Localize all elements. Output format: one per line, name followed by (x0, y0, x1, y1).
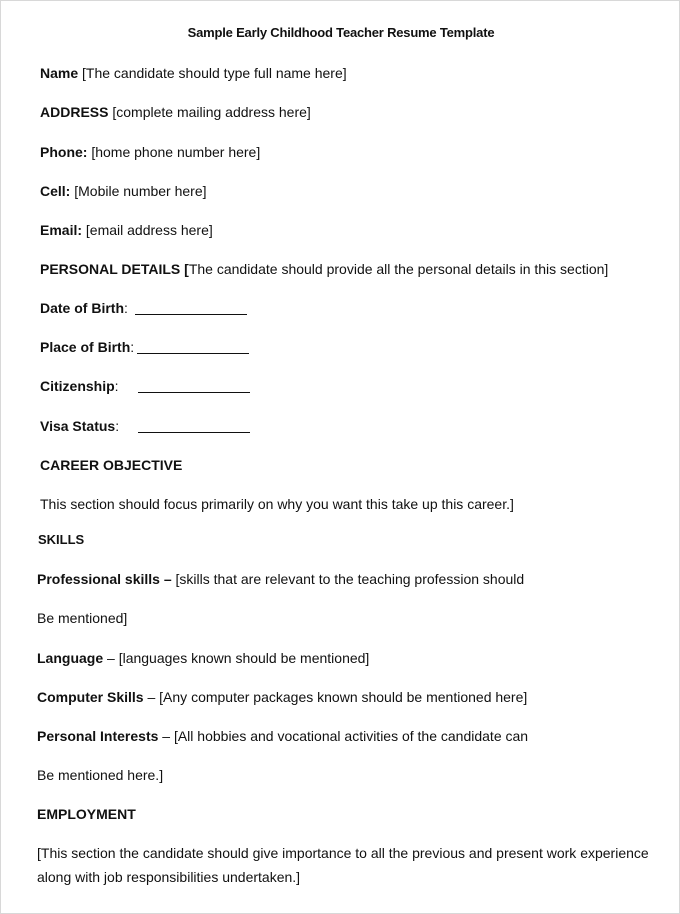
language-line (37, 649, 369, 667)
pob-line (40, 338, 134, 356)
name-label: Name (40, 65, 79, 81)
visa-line (40, 417, 119, 435)
visa-colon: : (115, 418, 120, 434)
dob-line (40, 299, 128, 317)
citizenship-line (40, 377, 119, 395)
employment-text-line-1: [This section the candidate should give importance to all the previous and present work experience (37, 845, 649, 861)
email-line (40, 221, 213, 239)
document-title: Sample Early Childhood Teacher Resume Template (187, 25, 495, 40)
phone-value: [home phone number here] (87, 144, 261, 160)
professional-skills-line (37, 570, 524, 588)
address-label: ADDRESS (40, 104, 109, 120)
cell-line (40, 182, 207, 200)
dob-blank[interactable] (135, 314, 247, 315)
career-objective-text: This section should focus primarily on why you want this take up this career.] (40, 496, 514, 512)
visa-blank[interactable] (138, 432, 250, 433)
dob-label: Date of Birth (40, 300, 124, 316)
address-line (40, 103, 311, 121)
personal-interests-line (37, 727, 528, 745)
dob-colon: : (124, 300, 128, 316)
email-label: Email: (40, 222, 83, 238)
professional-skills-label: Professional skills – (37, 571, 176, 587)
language-text: – [languages known should be mentioned] (103, 650, 370, 666)
computer-skills-line (37, 688, 527, 706)
visa-label: Visa Status (40, 418, 116, 434)
name-value: [The candidate should type full name here] (78, 65, 347, 81)
employment-heading: EMPLOYMENT (37, 806, 136, 822)
skills-heading: SKILLS (38, 532, 85, 547)
name-line (40, 64, 347, 82)
cell-label: Cell: (40, 183, 71, 199)
language-label: Language (37, 650, 104, 666)
personal-interests-continuation: Be mentioned here.] (37, 767, 164, 783)
phone-line (40, 143, 260, 161)
computer-skills-label: Computer Skills (37, 689, 144, 705)
professional-skills-continuation: Be mentioned] (37, 610, 128, 626)
pob-colon: : (130, 339, 135, 355)
personal-details-heading: PERSONAL DETAILS [ (40, 261, 189, 277)
phone-label: Phone: (40, 144, 88, 160)
employment-text-line-2: along with job responsibilities undertaken.] (37, 869, 301, 885)
personal-interests-label: Personal Interests (37, 728, 159, 744)
personal-details-note: The candidate should provide all the personal details in this section] (188, 261, 609, 277)
career-objective-heading: CAREER OBJECTIVE (40, 457, 183, 473)
citizenship-colon: : (114, 378, 119, 394)
email-value: [email address here] (82, 222, 213, 238)
citizenship-label: Citizenship (40, 378, 115, 394)
cell-value: [Mobile number here] (70, 183, 207, 199)
address-value: [complete mailing address here] (108, 104, 311, 120)
professional-skills-text: [skills that are relevant to the teaching profession should (175, 571, 525, 587)
citizenship-blank[interactable] (138, 392, 250, 393)
personal-interests-text: – [All hobbies and vocational activities of the candidate can (158, 728, 529, 744)
pob-label: Place of Birth (40, 339, 131, 355)
computer-skills-text: – [Any computer packages known should be mentioned here] (143, 689, 528, 705)
pob-blank[interactable] (137, 353, 249, 354)
personal-details-line (40, 260, 608, 278)
